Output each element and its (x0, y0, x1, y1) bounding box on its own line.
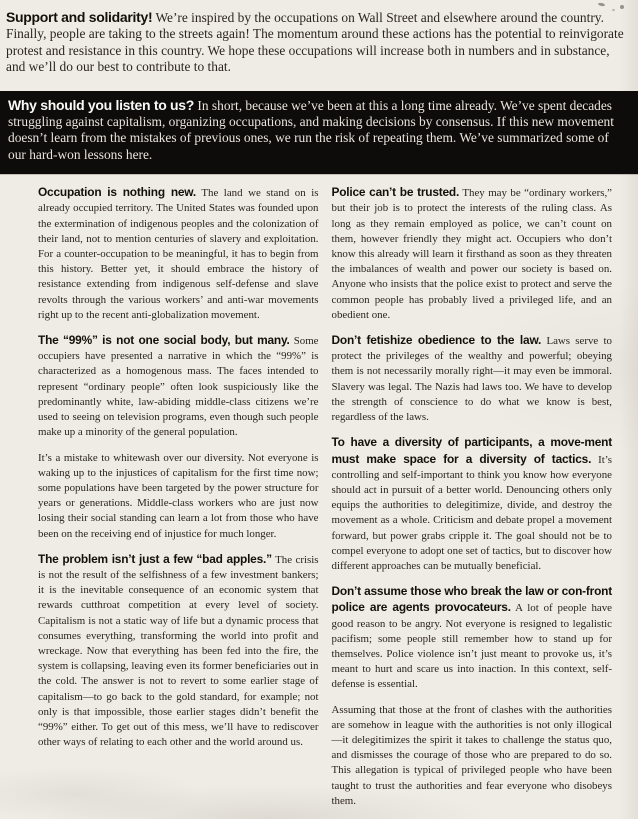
heading-agents-provocateurs: Don’t assume those who break the law or con-front police are agents provocateurs. (331, 584, 612, 615)
heading-diversity-tactics: To have a diversity of participants, a move-ment must make space for a diversity of tactics. (331, 435, 612, 466)
banner (0, 91, 638, 175)
para-bad-apples (38, 552, 319, 751)
heading-law-obedience: Don’t fetishize obedience to the law. (331, 333, 542, 348)
heading-bad-apples: The problem isn’t just a few “bad apples.” (38, 551, 272, 566)
para-occupation-nothing-new (38, 185, 319, 323)
para-clashes-authorities (332, 703, 613, 809)
right-column (332, 185, 613, 819)
left-column (38, 185, 319, 819)
two-column-body (38, 185, 612, 819)
scan-artifact-dot (620, 5, 624, 9)
para-text: A lot of people have good reason to be angry. Not everyone is resigned to legalistic pacifism; some people still remember how to stand up for themselves. Police violence isn’t just meant to provoke us, it’s meant to hurt and scare us into inaction. In this context, self-defense is essential. (331, 602, 613, 691)
para-law-obedience (332, 333, 613, 425)
intro-lead: Support and solidarity! (6, 9, 153, 25)
para-text: They may be “ordinary workers,” but their job is to protect the interests of the ruling class. As long as they remain employed as police, we can’t count on them, however friendly they might act. Occupiers who don’t know this already will learn it firsthand as soon as they threaten the imbalances of wealth and power our society is based on. Anyone who insists that the police exist to protect and serve the common people has probably lived a privileged life, and an obedient one. (331, 187, 612, 321)
para-text: Laws serve to protect the privileges of the wealthy and powerful; obeying them is not necessarily morally right—it may even be immoral. Slavery was legal. The Nazis had laws too. We have to develop the strength of conscience to do what we know is best, regardless of the laws. (331, 335, 612, 424)
banner-text: In short, because we’ve been at this a long time already. We’ve spent decades struggling against capitalism, organizing occupations, and making decisions by consensus. If this new movement doesn’t learn from the mistakes of previous ones, we run the risk of repeating them. We’ve summarized some of our hard-won lessons here. (8, 97, 614, 162)
para-police-trust (332, 185, 613, 323)
para-diversity-tactics (332, 435, 613, 574)
intro-text: We’re inspired by the occupations on Wall Street and elsewhere around the country. Finally, people are taking to the streets again! The momentum around these actions has the potential to reinvigorate protest and resistance in this country. We hope these occupations will increase both in numbers and in substance, and we’ll do our best to contribute to that. (6, 10, 624, 75)
para-diversity-whitewash (38, 451, 319, 542)
para-text: It’s controlling and self-important to think you know how everyone should act in pursuit of a better world. Denouncing others only equips the authorities to delegitimize, divide, and destroy the movement as a whole. Criticism and debate propel a movement forward, but power grabs cripple it. The goal should not be to compel everyone to adopt one set of tactics, but to discover how different approaches can be mutually beneficial. (331, 453, 612, 572)
para-text: It’s a mistake to whitewash over our diversity. Not everyone is waking up to the injustices of capitalism for the first time now; some populations have been targeted by the power structure for years or generations. Middle-class workers who are just now losing their social standing can learn a lot from those who have been on the receiving end of injustice for much longer. (38, 451, 319, 540)
para-text: The crisis is not the result of the selfishness of a few investment bankers; it is the inevitable consequence of an economic system that rewards cutthroat competition at every level of society. Capitalism is not a static way of life but a dynamic process that consumes everything, transforming the world into profit and wreckage. Now that everything has been fed into the fire, the system is collapsing, leaving even its former beneficiaries out in the cold. The answer is not to revert to some earlier stage of capitalism—to go back to the gold standard, for example; not only is that impossible, those earlier stages didn’t benefit the “99%” either. To get out of this mess, we’ll have to rediscover other ways of relating to each other and the world around us. (38, 553, 319, 749)
heading-99-percent: The “99%” is not one social body, but many. (38, 333, 290, 348)
intro-paragraph (0, 0, 638, 76)
para-99-percent (38, 333, 319, 440)
para-text: Some occupiers have presented a narrative in which the “99%” is characterized as a homogenous mass. The faces intended to represent “ordinary people” often look suspiciously like the predominantly white, law-abiding middle-class citizens we’re used to seeing on television programs, even though such people make up a minority of the general population. (38, 335, 319, 439)
banner-lead: Why should you listen to us? (8, 96, 195, 113)
scan-artifact-dot (612, 9, 615, 11)
para-text: The land we stand on is already occupied territory. The United States was founded upon the extermination of indigenous peoples and the colonization of their land, not to mention centuries of slavery and exploitation. For a counter-occupation to be meaningful, it has to begin from this history. Better yet, it should embrace the history of resistance extending from indigenous self-defense and slave revolts through the various workers’ and anti-war movements right up to the recent anti-globalization movement. (38, 187, 319, 321)
heading-occupation-nothing-new: Occupation is nothing new. (38, 185, 197, 200)
para-agents-provocateurs (332, 584, 613, 692)
para-text: Assuming that those at the front of clashes with the authorities are somehow in league with the authorities is not only illogical—it delegitimizes the spirit it takes to challenge the status quo, and dismisses the courage of those who are prepared to do so. This allegation is typical of privileged people who have been taught to trust the authorities and fear everyone who disobeys them. (331, 703, 612, 807)
banner-paragraph (8, 97, 624, 164)
heading-police-trust: Police can’t be trusted. (331, 185, 460, 200)
